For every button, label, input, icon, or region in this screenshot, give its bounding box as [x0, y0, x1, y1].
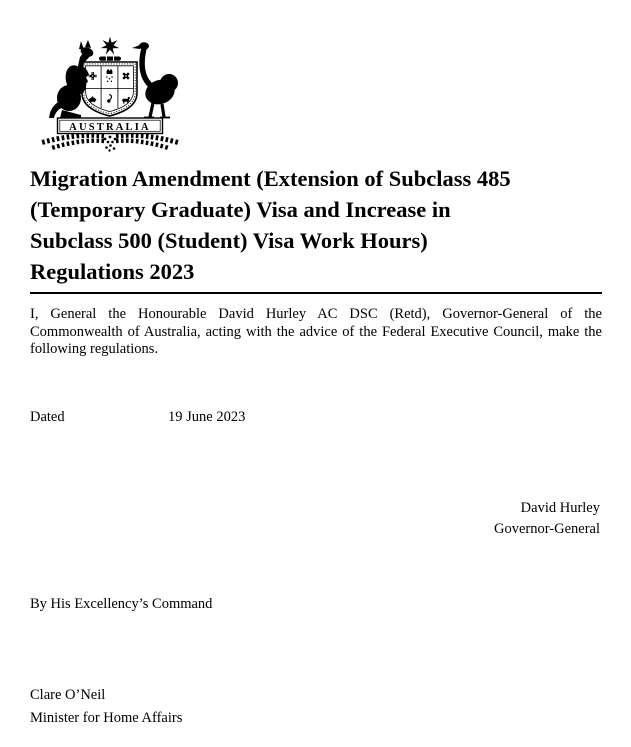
- wattle-flowers-icon: [104, 136, 117, 152]
- preamble-line-1: I, General the Honourable David Hurley AC DSC (Retd), Governor-General of the: [30, 306, 602, 322]
- minister-name: Clare O’Neil: [30, 687, 106, 703]
- dated-row: [30, 409, 245, 426]
- title-line-3: Subclass 500 (Student) Visa Work Hours): [30, 228, 428, 253]
- shield-icon: [82, 62, 137, 116]
- preamble-line-2: Commonwealth of Australia, acting with the advice of the Federal Executive Council, make the: [30, 323, 602, 340]
- preamble-paragraph: [30, 306, 602, 359]
- australia-banner: [58, 118, 163, 134]
- signatory-name: David Hurley: [520, 500, 600, 516]
- coat-of-arms-graphic: [36, 35, 184, 153]
- governor-general-signature-block: [494, 498, 600, 540]
- signatory-role: Governor-General: [494, 521, 600, 537]
- crest-banner-label: AUSTRALIA: [69, 121, 151, 133]
- document-title: [30, 163, 602, 294]
- minister-role: Minister for Home Affairs: [30, 709, 183, 726]
- preamble-line-3: following regulations.: [30, 341, 159, 357]
- title-line-1: Migration Amendment (Extension of Subclass 485: [30, 166, 511, 191]
- dated-label: Dated: [30, 409, 65, 425]
- emu-icon: [132, 42, 178, 117]
- commonwealth-star-icon: [99, 37, 121, 61]
- minister-signature-block: [30, 684, 182, 729]
- title-line-2: (Temporary Graduate) Visa and Increase in: [30, 197, 451, 222]
- title-line-4: Regulations 2023: [30, 259, 195, 284]
- dated-value: 19 June 2023: [168, 409, 246, 425]
- australian-coat-of-arms: [36, 35, 184, 153]
- command-line: By His Excellency’s Command: [30, 596, 213, 612]
